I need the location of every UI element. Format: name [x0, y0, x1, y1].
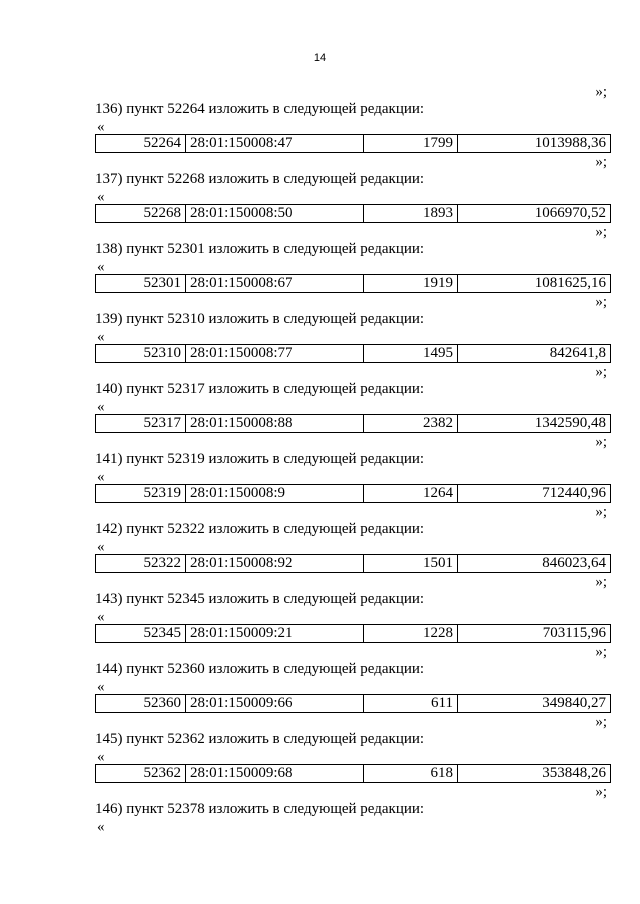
cell-value: 1081625,16 — [458, 275, 611, 293]
closing-quote: »; — [595, 784, 607, 800]
amendment-list — [95, 83, 611, 783]
amendment-item — [95, 293, 611, 363]
amendment-item — [95, 573, 611, 643]
item-title: 143) пункт 52345 изложить в следующей редакции: — [95, 591, 425, 607]
table-row — [95, 694, 611, 713]
item-title: 146) пункт 52378 изложить в следующей редакции: — [95, 801, 425, 817]
cell-item-number: 52268 — [96, 205, 186, 223]
closing-quote: »; — [595, 84, 607, 100]
opening-quote: « — [97, 469, 105, 485]
table-row — [95, 274, 611, 293]
item-title: 140) пункт 52317 изложить в следующей редакции: — [95, 381, 425, 397]
amendment-item — [95, 363, 611, 433]
cell-cadastral-number: 28:01:150009:68 — [186, 765, 364, 783]
cell-item-number: 52301 — [96, 275, 186, 293]
closing-quote: »; — [595, 434, 607, 450]
table-row — [95, 204, 611, 223]
item-title: 139) пункт 52310 изложить в следующей редакции: — [95, 311, 425, 327]
cell-area: 1495 — [364, 345, 458, 363]
cell-area: 1919 — [364, 275, 458, 293]
closing-quote: »; — [595, 504, 607, 520]
opening-quote: « — [97, 189, 105, 205]
cell-area: 618 — [364, 765, 458, 783]
opening-quote: « — [97, 609, 105, 625]
cell-value: 846023,64 — [458, 555, 611, 573]
item-title: 142) пункт 52322 изложить в следующей редакции: — [95, 521, 425, 537]
table-row — [95, 414, 611, 433]
opening-quote: « — [97, 819, 105, 835]
cell-area: 1799 — [364, 135, 458, 153]
page-number: 14 — [313, 52, 327, 64]
cell-cadastral-number: 28:01:150009:66 — [186, 695, 364, 713]
amendment-item — [95, 713, 611, 783]
cell-area: 611 — [364, 695, 458, 713]
cell-cadastral-number: 28:01:150008:88 — [186, 415, 364, 433]
cell-value: 349840,27 — [458, 695, 611, 713]
table-row — [95, 484, 611, 503]
item-title: 144) пункт 52360 изложить в следующей редакции: — [95, 661, 425, 677]
cell-cadastral-number: 28:01:150009:21 — [186, 625, 364, 643]
cell-item-number: 52310 — [96, 345, 186, 363]
cell-item-number: 52264 — [96, 135, 186, 153]
cell-cadastral-number: 28:01:150008:77 — [186, 345, 364, 363]
table-row — [95, 554, 611, 573]
opening-quote: « — [97, 679, 105, 695]
cell-area: 1228 — [364, 625, 458, 643]
amendment-item — [95, 153, 611, 223]
cell-value: 1066970,52 — [458, 205, 611, 223]
closing-quote: »; — [595, 714, 607, 730]
cell-area: 1264 — [364, 485, 458, 503]
opening-quote: « — [97, 749, 105, 765]
cell-value: 1013988,36 — [458, 135, 611, 153]
cell-cadastral-number: 28:01:150008:50 — [186, 205, 364, 223]
cell-value: 842641,8 — [458, 345, 611, 363]
cell-cadastral-number: 28:01:150008:92 — [186, 555, 364, 573]
cell-value: 1342590,48 — [458, 415, 611, 433]
item-title: 137) пункт 52268 изложить в следующей редакции: — [95, 171, 425, 187]
cell-item-number: 52322 — [96, 555, 186, 573]
cell-item-number: 52360 — [96, 695, 186, 713]
cell-value: 712440,96 — [458, 485, 611, 503]
table-row — [95, 134, 611, 153]
cell-area: 2382 — [364, 415, 458, 433]
amendment-item — [95, 433, 611, 503]
opening-quote: « — [97, 259, 105, 275]
closing-quote: »; — [595, 574, 607, 590]
amendment-item — [95, 503, 611, 573]
closing-quote: »; — [595, 294, 607, 310]
cell-cadastral-number: 28:01:150008:9 — [186, 485, 364, 503]
table-row — [95, 624, 611, 643]
cell-area: 1893 — [364, 205, 458, 223]
table-row — [95, 344, 611, 363]
item-title: 145) пункт 52362 изложить в следующей редакции: — [95, 731, 425, 747]
opening-quote: « — [97, 399, 105, 415]
item-title: 138) пункт 52301 изложить в следующей редакции: — [95, 241, 425, 257]
amendment-item — [95, 83, 611, 153]
amendment-item — [95, 223, 611, 293]
cell-value: 353848,26 — [458, 765, 611, 783]
cell-value: 703115,96 — [458, 625, 611, 643]
table-row — [95, 764, 611, 783]
closing-quote: »; — [595, 644, 607, 660]
cell-item-number: 52317 — [96, 415, 186, 433]
cell-item-number: 52345 — [96, 625, 186, 643]
document-body — [95, 83, 611, 833]
amendment-item — [95, 643, 611, 713]
cell-area: 1501 — [364, 555, 458, 573]
closing-quote: »; — [595, 364, 607, 380]
cell-cadastral-number: 28:01:150008:47 — [186, 135, 364, 153]
opening-quote: « — [97, 329, 105, 345]
cell-cadastral-number: 28:01:150008:67 — [186, 275, 364, 293]
opening-quote: « — [97, 119, 105, 135]
cell-item-number: 52319 — [96, 485, 186, 503]
cell-item-number: 52362 — [96, 765, 186, 783]
item-title: 136) пункт 52264 изложить в следующей редакции: — [95, 101, 425, 117]
closing-quote: »; — [595, 224, 607, 240]
item-title: 141) пункт 52319 изложить в следующей редакции: — [95, 451, 425, 467]
amendment-item-last — [95, 783, 611, 833]
closing-quote: »; — [595, 154, 607, 170]
opening-quote: « — [97, 539, 105, 555]
